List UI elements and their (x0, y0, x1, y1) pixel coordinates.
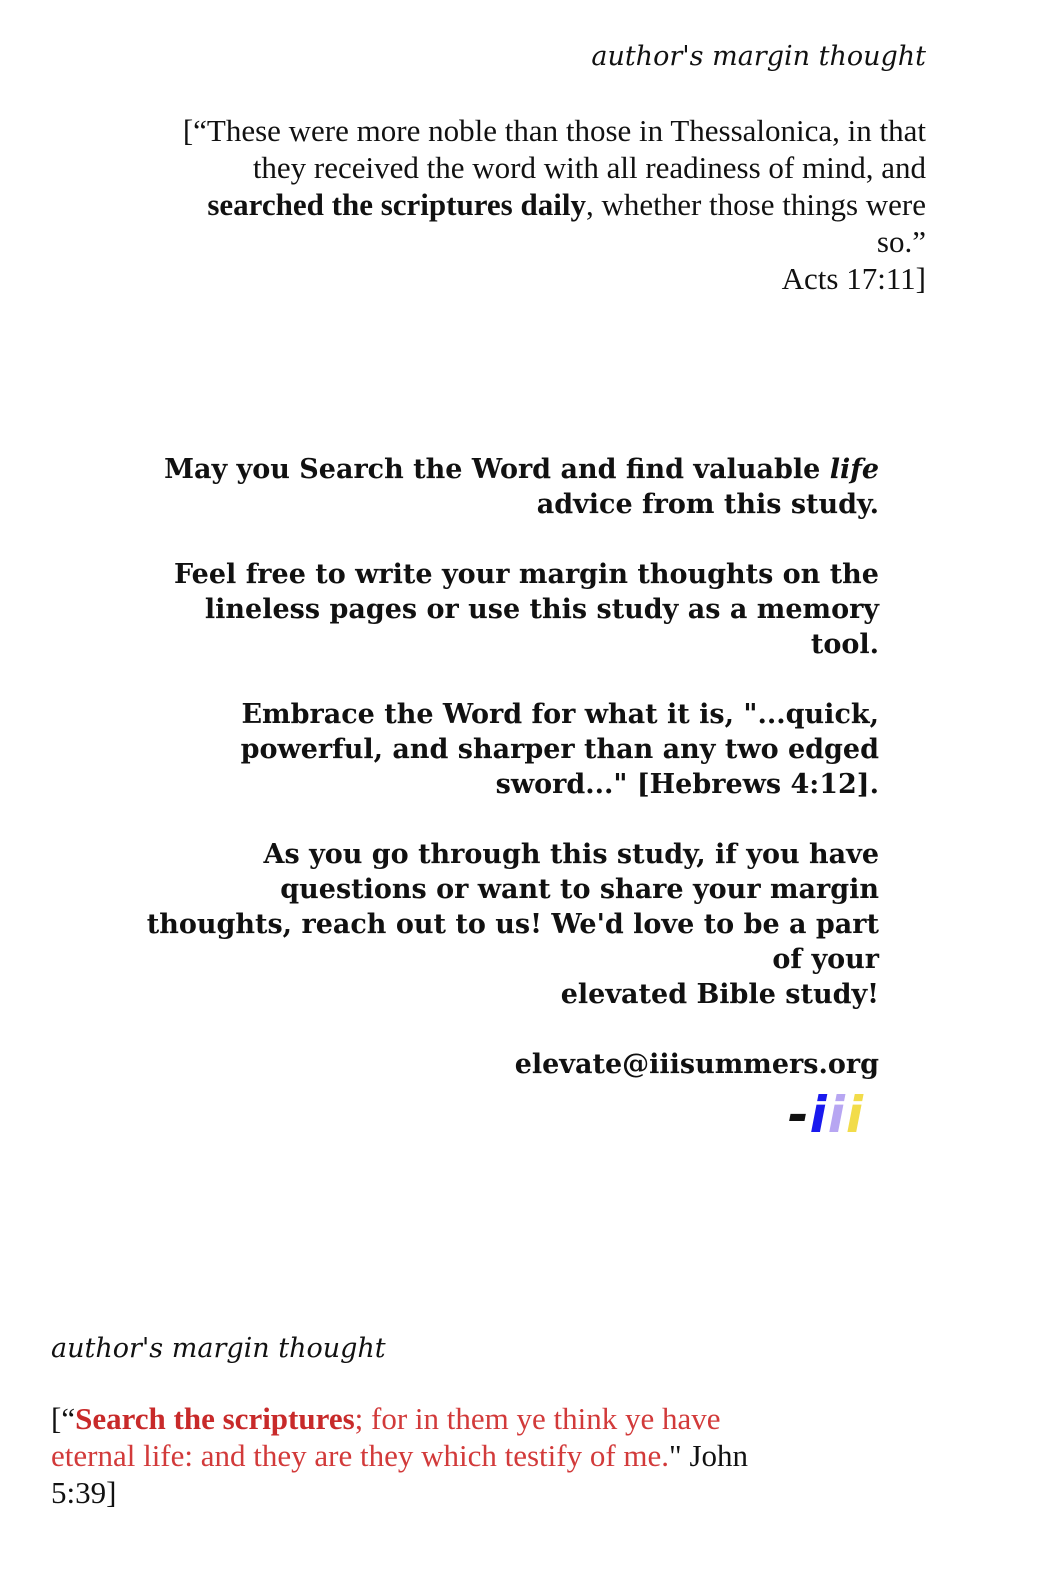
acts-quote-emphasis: searched the scriptures daily (207, 187, 586, 222)
message-paragraph-1 (119, 452, 879, 522)
margin-thought-label: author's margin thought (591, 41, 926, 72)
john-quote (51, 1400, 811, 1511)
message-p3-line2: powerful, and sharper than any two edged (240, 734, 879, 765)
message-p4-line5: elevated Bible study! (560, 979, 879, 1010)
john-quote-text: ; for in them ye think ye have eternal life: and they are they which testify of me. (51, 1401, 721, 1473)
acts-quote-text: [“These were more noble than those in Thessalonica, in that they received the word with all readiness of mind, and (182, 113, 926, 185)
john-quote-emphasis: Search the scriptures (75, 1401, 355, 1436)
message-p1-italic: life (829, 454, 879, 485)
message-p4-line1: As you go through this study, if you have (263, 839, 879, 870)
signature-logo (788, 1085, 864, 1145)
message-paragraph-3 (119, 697, 879, 802)
message-p4-line3: thoughts, reach out to us! We'd love to be a part (146, 909, 879, 940)
acts-quote-close: , whether those things were so.” (585, 187, 926, 259)
john-reference: " John 5:39] (51, 1438, 749, 1510)
signature-i-blue: i (809, 1086, 828, 1144)
john-quote-open: [“ (51, 1401, 76, 1436)
author-message (119, 452, 879, 1117)
contact-email[interactable]: elevate@iiisummers.org (514, 1049, 879, 1080)
message-paragraph-2: Feel free to write your margin thoughts on the lineless pages or use this study as a memory tool. (173, 559, 879, 660)
message-p1-start: May you Search the Word and find valuable (164, 454, 830, 485)
signature-dash: - (787, 1086, 810, 1144)
message-p4-line4: of your (772, 944, 879, 975)
message-p4-line2: questions or want to share your margin (280, 874, 879, 905)
acts-reference: Acts 17:11] (781, 261, 926, 296)
message-p1-end: advice from this study. (536, 489, 879, 520)
message-p3-line3: sword..." [Hebrews 4:12]. (495, 769, 879, 800)
signature-i-lavender: i (827, 1086, 846, 1144)
margin-thought-label: author's margin thought (51, 1333, 386, 1364)
bottom-margin-thought (51, 1330, 811, 1511)
message-paragraph-4 (119, 837, 879, 1012)
signature-i-yellow: i (845, 1086, 864, 1144)
acts-quote (166, 112, 926, 297)
top-margin-thought (166, 38, 926, 297)
message-p3-line1: Embrace the Word for what it is, "...quick, (241, 699, 879, 730)
